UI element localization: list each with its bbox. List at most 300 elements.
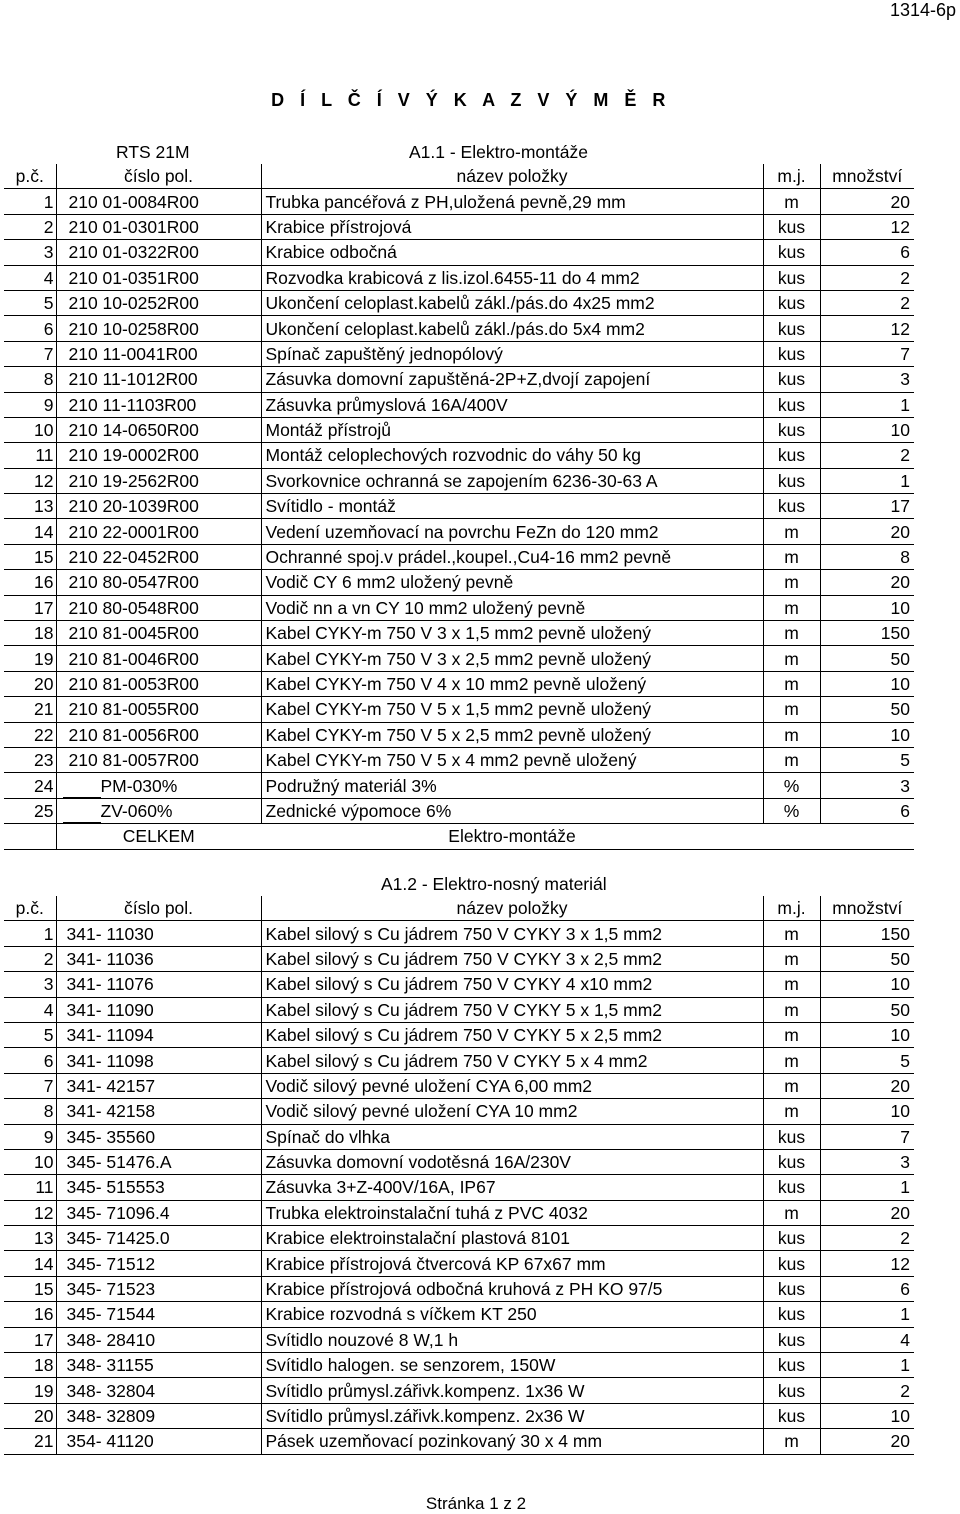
item-code [56,773,261,798]
item-unit: m [763,544,820,569]
item-name: Krabice elektroinstalační plastová 8101 [261,1226,763,1251]
item-quantity: 2 [820,290,914,315]
item-name: Svítidlo průmysl.zářivk.kompenz. 2x36 W [261,1403,763,1428]
row-number: 21 [4,697,56,722]
table-row [4,972,914,997]
row-number: 18 [4,1353,56,1378]
item-name: Krabice rozvodná s víčkem KT 250 [261,1302,763,1327]
item-code-text: ZV-060% [100,800,173,821]
col-header-mj: m.j. [763,164,820,189]
row-number: 8 [4,1099,56,1124]
item-code: 210 81-0045R00 [56,621,261,646]
item-unit: m [763,671,820,696]
row-number: 15 [4,544,56,569]
item-quantity: 20 [820,519,914,544]
item-unit: % [763,773,820,798]
item-unit: kus [763,214,820,239]
item-name: Kabel silový s Cu jádrem 750 V CYKY 5 x 1,5 mm2 [261,997,763,1022]
item-quantity: 20 [820,189,914,214]
item-code: 210 81-0056R00 [56,722,261,747]
item-code: 341- 11076 [56,972,261,997]
item-unit: kus [763,417,820,442]
item-code: 210 20-1039R00 [56,494,261,519]
table-row [4,921,914,946]
item-quantity: 12 [820,316,914,341]
item-unit: m [763,697,820,722]
table-row [4,1378,914,1403]
item-code: 345- 71425.0 [56,1226,261,1251]
item-quantity: 50 [820,997,914,1022]
item-unit: m [763,1429,820,1454]
item-name: Zásuvka domovní vodotěsná 16A/230V [261,1149,763,1174]
item-quantity: 10 [820,671,914,696]
section1-name: A1.1 - Elektro-montáže [409,142,588,162]
underline-blank [63,781,101,798]
item-unit: kus [763,316,820,341]
item-name: Svítidlo - montáž [261,494,763,519]
table-row [4,1251,914,1276]
item-code: 210 22-0001R00 [56,519,261,544]
item-code: 341- 11030 [56,921,261,946]
item-quantity: 10 [820,972,914,997]
table-row [4,189,914,214]
item-quantity: 20 [820,1073,914,1098]
table-row [4,1022,914,1047]
item-quantity: 6 [820,240,914,265]
table-row [4,747,914,772]
item-unit: m [763,189,820,214]
item-code: 348- 28410 [56,1327,261,1352]
item-quantity: 10 [820,1099,914,1124]
row-number: 4 [4,265,56,290]
item-quantity: 50 [820,646,914,671]
item-name: Kabel CYKY-m 750 V 5 x 2,5 mm2 pevně uložený [261,722,763,747]
table-row [4,646,914,671]
total-row [4,824,914,849]
row-number: 10 [4,417,56,442]
table-row [4,544,914,569]
row-number: 20 [4,671,56,696]
item-code: 210 80-0548R00 [56,595,261,620]
item-code: 210 11-1012R00 [56,367,261,392]
table-row [4,290,914,315]
row-number: 15 [4,1276,56,1301]
item-code: 210 10-0252R00 [56,290,261,315]
item-code: 210 01-0301R00 [56,214,261,239]
item-quantity: 12 [820,214,914,239]
item-name: Krabice odbočná [261,240,763,265]
item-unit: kus [763,290,820,315]
item-code: 345- 71544 [56,1302,261,1327]
table-row [4,1403,914,1428]
row-number: 20 [4,1403,56,1428]
table-row [4,392,914,417]
row-number: 14 [4,519,56,544]
item-name: Zásuvka 3+Z-400V/16A, IP67 [261,1175,763,1200]
item-code: 210 80-0547R00 [56,570,261,595]
row-number: 19 [4,1378,56,1403]
item-unit: kus [763,265,820,290]
item-name: Rozvodka krabicová z lis.izol.6455-11 do 4 mm2 [261,265,763,290]
row-number: 5 [4,1022,56,1047]
col-header-pc: p.č. [4,164,56,189]
page-number: Stránka 1 z 2 [425,1494,527,1513]
item-unit: m [763,646,820,671]
item-name: Ochranné spoj.v prádel.,koupel.,Cu4-16 mm2 pevně [261,544,763,569]
table-row [4,214,914,239]
item-unit: kus [763,443,820,468]
item-code: 341- 11036 [56,946,261,971]
table-row [4,240,914,265]
item-unit: m [763,1099,820,1124]
item-code: 341- 42157 [56,1073,261,1098]
item-unit: m [763,921,820,946]
col-header-pc: p.č. [4,896,56,921]
item-quantity: 10 [820,1403,914,1428]
row-number: 13 [4,494,56,519]
item-name: Vodič silový pevné uložení CYA 10 mm2 [261,1099,763,1124]
item-quantity: 7 [820,1124,914,1149]
item-quantity: 150 [820,921,914,946]
col-header-mj: m.j. [763,896,820,921]
row-number: 19 [4,646,56,671]
item-quantity: 6 [820,798,914,823]
table-row [4,1048,914,1073]
item-unit: m [763,621,820,646]
table-row [4,1073,914,1098]
item-name: Svorkovnice ochranná se zapojením 6236-30-63 A [261,468,763,493]
item-quantity: 50 [820,697,914,722]
row-number: 7 [4,341,56,366]
item-code [56,798,261,823]
item-quantity: 20 [820,570,914,595]
item-unit: m [763,1200,820,1225]
col-header-mnozstvi: množství [820,164,914,189]
table-row [4,1175,914,1200]
item-code: 341- 11098 [56,1048,261,1073]
item-name: Zednické výpomoce 6% [261,798,763,823]
item-quantity: 1 [820,1302,914,1327]
item-code: 210 01-0084R00 [56,189,261,214]
item-quantity: 1 [820,1353,914,1378]
item-quantity: 3 [820,367,914,392]
item-unit: m [763,519,820,544]
item-code: 348- 31155 [56,1353,261,1378]
table-row [4,1226,914,1251]
row-number: 2 [4,946,56,971]
row-number: 14 [4,1251,56,1276]
item-code-text: PM-030% [100,775,178,796]
row-number: 7 [4,1073,56,1098]
section1-system: RTS 21M [116,142,190,162]
table-row [4,494,914,519]
item-code: 345- 51476.A [56,1149,261,1174]
item-name: Krabice přístrojová [261,214,763,239]
table-row [4,1302,914,1327]
item-unit: kus [763,494,820,519]
total-empty [4,824,56,849]
item-code: 348- 32804 [56,1378,261,1403]
section2-header [0,872,960,896]
item-unit: m [763,722,820,747]
item-unit: m [763,747,820,772]
table-row [4,621,914,646]
item-code: 354- 41120 [56,1429,261,1454]
item-name: Ukončení celoplast.kabelů zákl./pás.do 4x25 mm2 [261,290,763,315]
item-name: Trubka elektroinstalační tuhá z PVC 4032 [261,1200,763,1225]
item-code: 348- 32809 [56,1403,261,1428]
item-unit: m [763,595,820,620]
item-unit: kus [763,1251,820,1276]
item-name: Kabel silový s Cu jádrem 750 V CYKY 3 x 1,5 mm2 [261,921,763,946]
item-unit: kus [763,1403,820,1428]
row-number: 21 [4,1429,56,1454]
item-name: Spínač do vlhka [261,1124,763,1149]
item-unit: kus [763,392,820,417]
item-name: Spínač zapuštěný jednopólový [261,341,763,366]
table-row [4,341,914,366]
item-quantity: 2 [820,443,914,468]
item-code: 210 19-0002R00 [56,443,261,468]
item-name: Vodič nn a vn CY 10 mm2 uložený pevně [261,595,763,620]
item-unit: m [763,1073,820,1098]
table-row [4,946,914,971]
item-quantity: 3 [820,1149,914,1174]
item-code: 345- 71512 [56,1251,261,1276]
col-header-mnozstvi: množství [820,896,914,921]
item-unit: kus [763,1175,820,1200]
item-name: Kabel silový s Cu jádrem 750 V CYKY 3 x 2,5 mm2 [261,946,763,971]
table-row [4,316,914,341]
item-quantity: 12 [820,1251,914,1276]
row-number: 23 [4,747,56,772]
row-number: 24 [4,773,56,798]
item-name: Kabel CYKY-m 750 V 5 x 4 mm2 pevně uložený [261,747,763,772]
item-unit: kus [763,341,820,366]
item-unit: m [763,972,820,997]
row-number: 12 [4,468,56,493]
row-number: 1 [4,921,56,946]
item-name: Montáž celoplechových rozvodnic do váhy 50 kg [261,443,763,468]
item-quantity: 1 [820,392,914,417]
item-name: Vodič silový pevné uložení CYA 6,00 mm2 [261,1073,763,1098]
item-code: 210 81-0055R00 [56,697,261,722]
table-row [4,1124,914,1149]
row-number: 13 [4,1226,56,1251]
row-number: 3 [4,240,56,265]
col-header-cislo: číslo pol. [56,164,261,189]
row-number: 16 [4,1302,56,1327]
total-label: CELKEM [56,824,261,849]
table-row [4,1327,914,1352]
item-name: Kabel silový s Cu jádrem 750 V CYKY 4 x10 mm2 [261,972,763,997]
table-header-row [4,896,914,921]
item-quantity: 10 [820,417,914,442]
item-unit: kus [763,1124,820,1149]
table-row [4,1200,914,1225]
table-row [4,997,914,1022]
item-quantity: 2 [820,265,914,290]
table-row [4,570,914,595]
row-number: 11 [4,443,56,468]
table-row [4,722,914,747]
table-row [4,1099,914,1124]
item-name: Zásuvka průmyslová 16A/400V [261,392,763,417]
row-number: 17 [4,1327,56,1352]
item-unit: m [763,946,820,971]
item-quantity: 10 [820,595,914,620]
row-number: 1 [4,189,56,214]
item-name: Kabel silový s Cu jádrem 750 V CYKY 5 x 2,5 mm2 [261,1022,763,1047]
item-unit: kus [763,1226,820,1251]
item-name: Kabel CYKY-m 750 V 3 x 2,5 mm2 pevně uložený [261,646,763,671]
item-quantity: 17 [820,494,914,519]
item-name: Pásek uzemňovací pozinkovaný 30 x 4 mm [261,1429,763,1454]
table-row [4,265,914,290]
row-number: 22 [4,722,56,747]
item-quantity: 50 [820,946,914,971]
table-row [4,443,914,468]
item-unit: kus [763,240,820,265]
item-code: 341- 42158 [56,1099,261,1124]
row-number: 9 [4,392,56,417]
total-empty-mj [763,824,820,849]
item-name: Kabel CYKY-m 750 V 4 x 10 mm2 pevně uložený [261,671,763,696]
row-number: 4 [4,997,56,1022]
item-quantity: 5 [820,747,914,772]
item-quantity: 10 [820,1022,914,1047]
row-number: 11 [4,1175,56,1200]
item-quantity: 10 [820,722,914,747]
item-unit: m [763,1048,820,1073]
item-quantity: 20 [820,1200,914,1225]
item-code: 345- 71096.4 [56,1200,261,1225]
row-number: 25 [4,798,56,823]
row-number: 18 [4,621,56,646]
row-number: 10 [4,1149,56,1174]
item-unit: m [763,997,820,1022]
underline-blank [63,806,101,823]
item-unit: kus [763,1276,820,1301]
item-unit: kus [763,1378,820,1403]
item-name: Podružný materiál 3% [261,773,763,798]
item-name: Krabice přístrojová čtvercová KP 67x67 mm [261,1251,763,1276]
item-code: 341- 11094 [56,1022,261,1047]
row-number: 6 [4,1048,56,1073]
item-code: 210 81-0053R00 [56,671,261,696]
item-name: Svítidlo průmysl.zářivk.kompenz. 1x36 W [261,1378,763,1403]
item-code: 345- 515553 [56,1175,261,1200]
col-header-nazev: název položky [261,896,763,921]
item-unit: kus [763,1302,820,1327]
item-name: Krabice přístrojová odbočná kruhová z PH KO 97/5 [261,1276,763,1301]
item-quantity: 8 [820,544,914,569]
item-unit: kus [763,367,820,392]
item-code: 210 11-1103R00 [56,392,261,417]
item-code: 345- 35560 [56,1124,261,1149]
row-number: 3 [4,972,56,997]
item-code: 210 22-0452R00 [56,544,261,569]
row-number: 5 [4,290,56,315]
item-code: 210 11-0041R00 [56,341,261,366]
item-unit: % [763,798,820,823]
document-title: D Í L Č Í V Ý K A Z V Ý M Ě R [271,90,671,110]
item-quantity: 20 [820,1429,914,1454]
total-name: Elektro-montáže [261,824,763,849]
col-header-nazev: název položky [261,164,763,189]
item-name: Vedení uzemňovací na povrchu FeZn do 120 mm2 [261,519,763,544]
item-quantity: 4 [820,1327,914,1352]
table-row [4,798,914,823]
item-name: Trubka pancéřová z PH,uložená pevně,29 mm [261,189,763,214]
document-code: 1314-6p [889,0,956,20]
item-code: 210 14-0650R00 [56,417,261,442]
item-code: 210 81-0057R00 [56,747,261,772]
section2-table [4,896,914,1455]
item-name: Kabel CYKY-m 750 V 3 x 1,5 mm2 pevně uložený [261,621,763,646]
item-name: Kabel silový s Cu jádrem 750 V CYKY 5 x 4 mm2 [261,1048,763,1073]
table-row [4,367,914,392]
item-quantity: 3 [820,773,914,798]
table-row [4,1276,914,1301]
table-row [4,1149,914,1174]
row-number: 17 [4,595,56,620]
row-number: 16 [4,570,56,595]
item-code: 210 01-0322R00 [56,240,261,265]
item-unit: kus [763,1353,820,1378]
item-unit: m [763,1022,820,1047]
item-unit: m [763,570,820,595]
item-quantity: 1 [820,1175,914,1200]
item-quantity: 2 [820,1226,914,1251]
item-quantity: 2 [820,1378,914,1403]
col-header-cislo: číslo pol. [56,896,261,921]
item-unit: kus [763,1327,820,1352]
item-unit: kus [763,1149,820,1174]
section1-table [4,164,914,850]
item-name: Svítidlo halogen. se senzorem, 150W [261,1353,763,1378]
item-code: 210 81-0046R00 [56,646,261,671]
item-name: Kabel CYKY-m 750 V 5 x 1,5 mm2 pevně uložený [261,697,763,722]
table-row [4,671,914,696]
item-name: Ukončení celoplast.kabelů zákl./pás.do 5x4 mm2 [261,316,763,341]
table-row [4,595,914,620]
table-row [4,1429,914,1454]
table-row [4,519,914,544]
item-code: 210 01-0351R00 [56,265,261,290]
table-row [4,468,914,493]
item-code: 345- 71523 [56,1276,261,1301]
section2-name: A1.2 - Elektro-nosný materiál [381,874,607,894]
item-quantity: 5 [820,1048,914,1073]
item-quantity: 1 [820,468,914,493]
item-name: Svítidlo nouzové 8 W,1 h [261,1327,763,1352]
item-quantity: 7 [820,341,914,366]
table-row [4,417,914,442]
section1-header [0,140,960,164]
item-quantity: 150 [820,621,914,646]
total-empty-mn [820,824,914,849]
row-number: 6 [4,316,56,341]
table-row [4,773,914,798]
row-number: 2 [4,214,56,239]
table-row [4,1353,914,1378]
table-row [4,697,914,722]
item-quantity: 6 [820,1276,914,1301]
table-header-row [4,164,914,189]
item-code: 210 19-2562R00 [56,468,261,493]
item-code: 210 10-0258R00 [56,316,261,341]
